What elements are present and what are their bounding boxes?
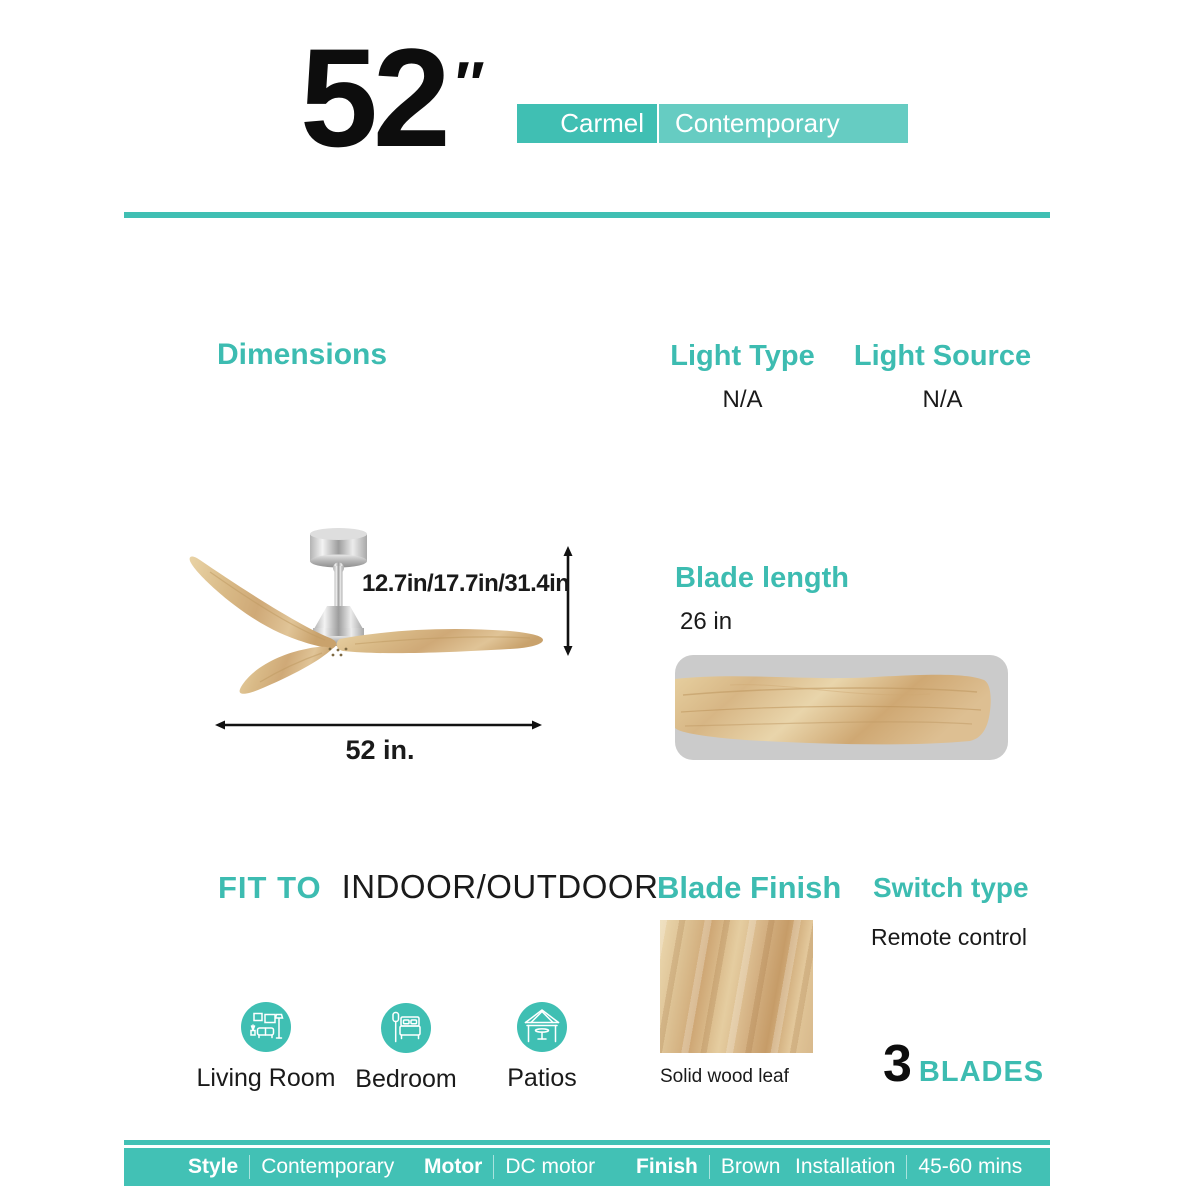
model-style: Contemporary [659, 104, 908, 143]
badge-divider [657, 104, 659, 143]
spec-separator [709, 1155, 710, 1179]
switch-type-value: Remote control [871, 924, 1027, 950]
dimensions-heading: Dimensions [217, 338, 388, 371]
wood-finish-swatch [660, 920, 813, 1053]
light-type-value: N/A [722, 386, 763, 413]
spec-motor [424, 1148, 595, 1186]
blade-count-label: BLADES [918, 1056, 1045, 1088]
fan-size-value: 52 [300, 19, 446, 176]
ceiling-fan-svg [180, 522, 600, 762]
blade-count-number: 3 [883, 1035, 912, 1093]
room-patios [462, 1001, 622, 1093]
ceiling-fan-image [180, 522, 600, 762]
spec-value: Brown [720, 1155, 781, 1178]
switch-type-heading: Switch type [873, 872, 1029, 903]
fan-canopy [310, 528, 367, 568]
footer-accent-line [124, 1140, 1050, 1145]
light-source-heading: Light Source [853, 340, 1032, 372]
patio-icon [516, 1001, 568, 1053]
blade-image-panel [675, 655, 1008, 760]
fan-size-title [300, 19, 482, 176]
height-dimension-label: 12.7in/17.7in/31.4in [362, 570, 570, 597]
inches-mark: ″ [451, 50, 482, 119]
wood-finish-caption: Solid wood leaf [660, 1066, 789, 1087]
header-divider-line [124, 212, 1050, 218]
blade-count [883, 1035, 1045, 1093]
spec-separator [906, 1155, 907, 1179]
fit-to-heading: FIT TO [218, 870, 322, 905]
width-dimension-arrow [215, 721, 542, 730]
footer-spec-bar [124, 1148, 1050, 1186]
spec-value: Contemporary [261, 1155, 395, 1178]
blade-image [675, 655, 1008, 760]
spec-installation [795, 1148, 1022, 1186]
blade-length-heading: Blade length [675, 562, 850, 594]
spec-value: 45-60 mins [918, 1155, 1023, 1178]
spec-separator [493, 1155, 494, 1179]
spec-separator [249, 1155, 250, 1179]
room-label: Living Room [196, 1064, 336, 1092]
height-dimension-arrow [564, 546, 573, 656]
room-label: Patios [507, 1064, 577, 1092]
spec-label: Finish [636, 1155, 698, 1178]
light-source-value: N/A [922, 386, 963, 413]
model-badge [517, 104, 908, 143]
room-living-room [186, 1001, 346, 1093]
width-dimension-label: 52 in. [345, 735, 415, 765]
bedroom-icon [380, 1002, 432, 1054]
spec-style [188, 1148, 394, 1186]
blade-finish-heading: Blade Finish [657, 870, 842, 905]
spec-label: Motor [424, 1155, 483, 1178]
living-room-icon [240, 1001, 292, 1053]
light-type-heading: Light Type [670, 340, 815, 372]
room-label: Bedroom [355, 1065, 457, 1093]
spec-label: Style [188, 1155, 239, 1178]
spec-finish [636, 1148, 780, 1186]
spec-label: Installation [795, 1155, 896, 1178]
fit-to-row [218, 868, 658, 906]
spec-value: DC motor [505, 1155, 596, 1178]
model-name: Carmel [517, 104, 657, 143]
blade-length-value: 26 in [680, 608, 733, 635]
fit-to-value: INDOOR/OUTDOOR [341, 868, 659, 905]
fan-downrod [333, 563, 344, 609]
